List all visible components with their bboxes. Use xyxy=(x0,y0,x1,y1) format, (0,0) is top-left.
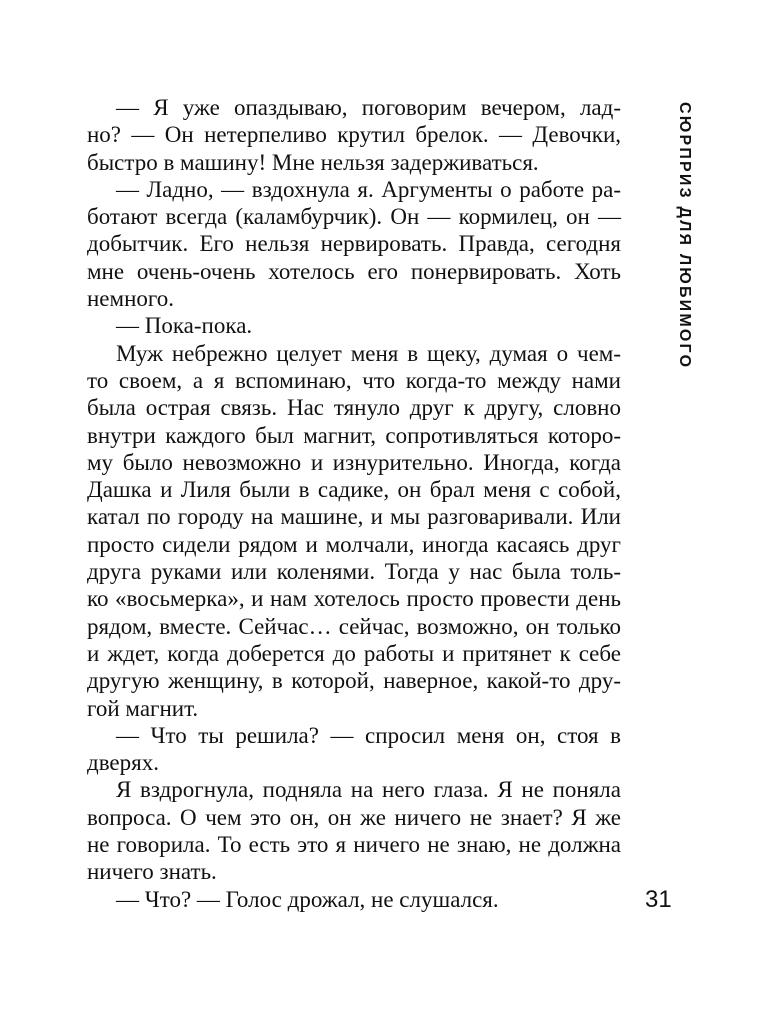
text-line: Дашка и Лиля были в садике, он брал меня с собой, xyxy=(87,477,621,503)
text-line: добытчик. Его нельзя нервировать. Правда, сегодня xyxy=(87,231,621,257)
text-line: быстро в машину! Мне нельзя задерживаться. xyxy=(87,149,539,175)
running-head: СЮРПРИЗ ДЛЯ ЛЮБИМОГО xyxy=(676,102,693,370)
text-line: катал по городу на машине, и мы разговаривали. Или xyxy=(87,504,621,530)
text-line: Я вздрогнула, подняла на него глаза. Я не поняла xyxy=(116,777,621,803)
text-line: друга руками или коленями. Тогда у нас была толь- xyxy=(87,559,621,585)
text-line: и ждет, когда доберется до работы и притянет к себе xyxy=(87,640,621,666)
text-line: не говорила. То есть это я ничего не знаю, не должна xyxy=(87,832,621,858)
text-line: му было невозможно и изнурительно. Иногда, когда xyxy=(87,449,621,475)
text-line: — Что ты решила? — спросил меня он, стоя в xyxy=(116,722,621,748)
text-line: то своем, а я вспоминаю, что когда-то между нами xyxy=(87,367,621,393)
text-line: немного. xyxy=(87,286,174,312)
text-line: но? — Он нетерпеливо крутил брелок. — Девочки, xyxy=(87,122,621,148)
text-line: внутри каждого был магнит, сопротивляться которо- xyxy=(87,422,621,448)
text-line: — Ладно, — вздохнула я. Аргументы о работе ра- xyxy=(116,176,621,202)
text-line: ничего знать. xyxy=(87,859,217,885)
text-line: вопроса. О чем это он, он же ничего не знает? Я же xyxy=(87,804,621,830)
text-line: — Я уже опаздываю, поговорим вечером, лад- xyxy=(116,95,621,120)
page-number: 31 xyxy=(645,886,672,913)
text-line: дверях. xyxy=(87,750,159,776)
text-line: ко «восьмерка», и нам хотелось просто провести день xyxy=(87,586,621,612)
text-line: — Пока-пока. xyxy=(116,313,253,339)
text-line: рядом, вместе. Сейчас… сейчас, возможно, он только xyxy=(87,613,621,639)
text-line: просто сидели рядом и молчали, иногда касаясь друг xyxy=(87,531,621,557)
text-line: другую женщину, в которой, наверное, какой-то дру- xyxy=(87,668,621,694)
text-line: была острая связь. Нас тянуло друг к другу, словно xyxy=(87,395,621,421)
text-line: ботают всегда (каламбурчик). Он — кормилец, он — xyxy=(87,204,621,230)
text-line: — Что? — Голос дрожал, не слушался. xyxy=(116,886,499,912)
body-text xyxy=(87,94,621,913)
text-line: Муж небрежно целует меня в щеку, думая о чем- xyxy=(116,340,621,366)
text-line: гой магнит. xyxy=(87,695,199,721)
text-line: мне очень-очень хотелось его понервировать. Хоть xyxy=(87,258,621,284)
